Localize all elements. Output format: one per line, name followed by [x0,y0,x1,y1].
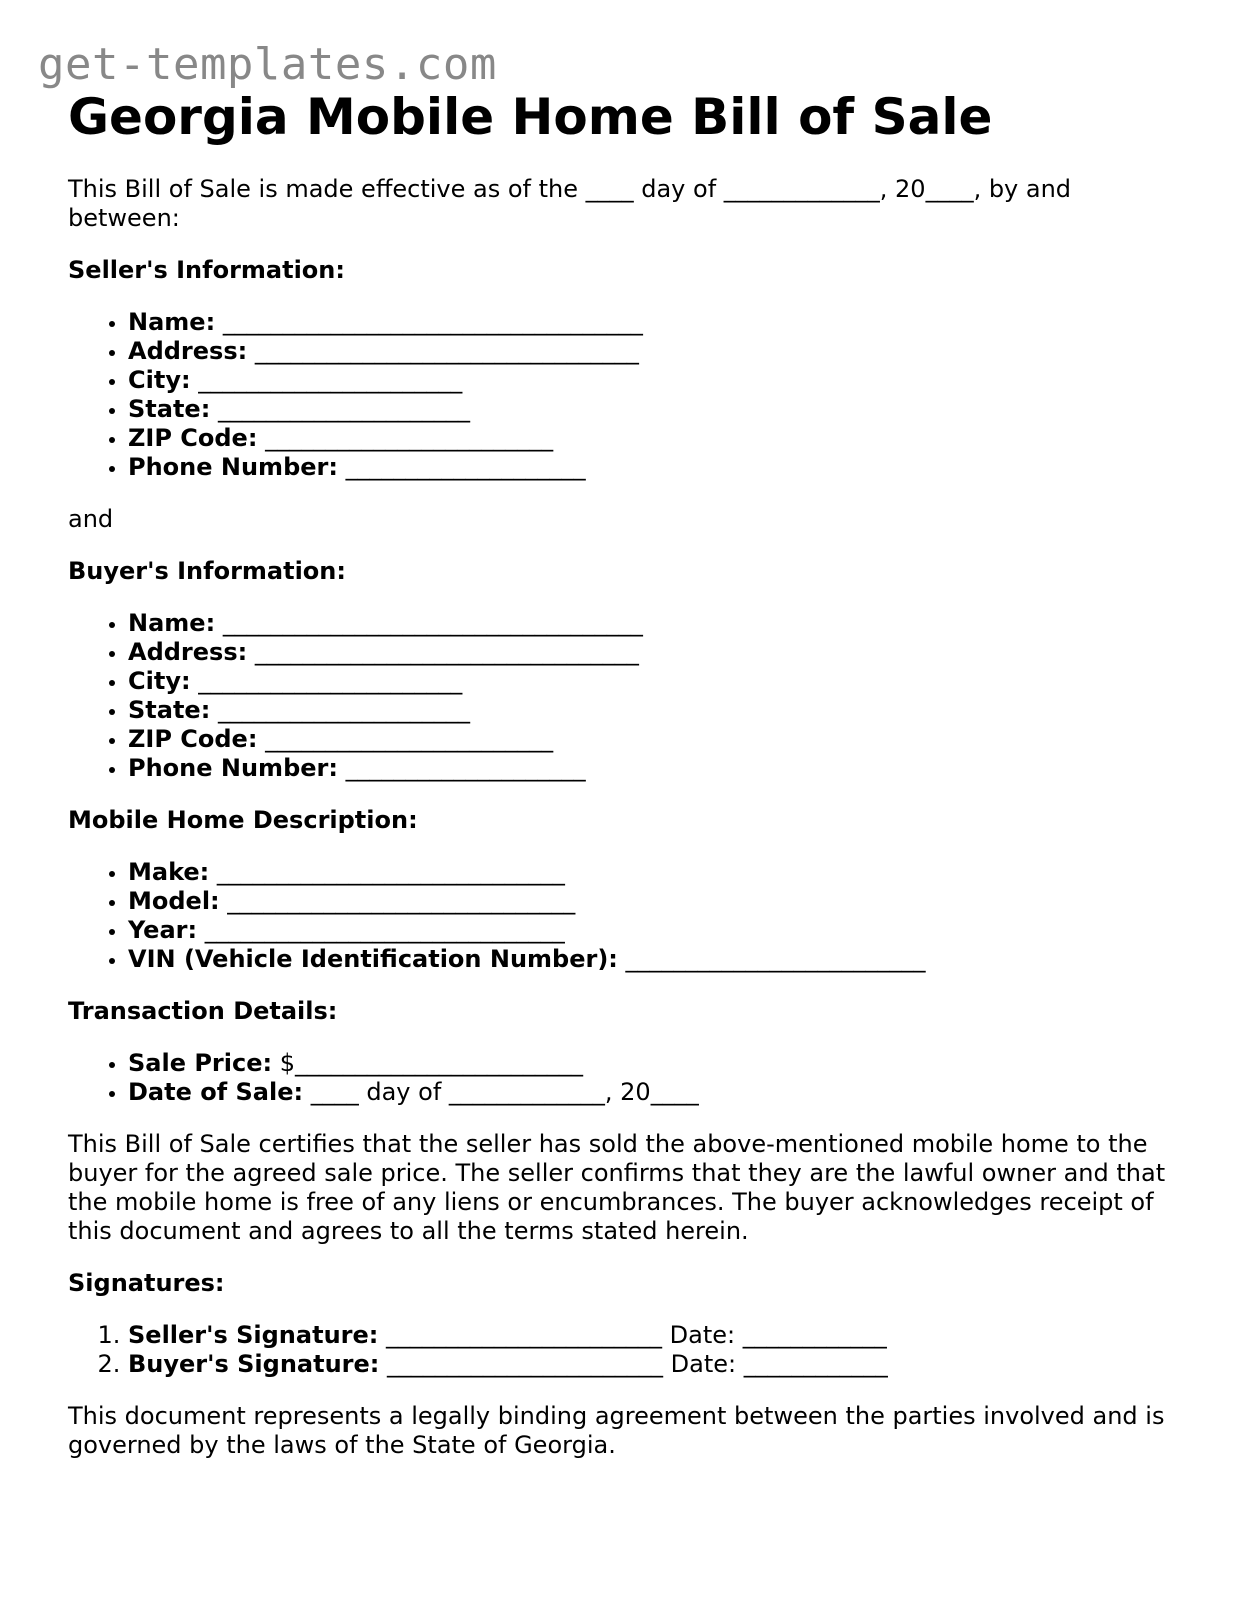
field-label: VIN (Vehicle Identification Number): [128,945,618,973]
seller-city-field [128,366,1188,395]
page-title: Georgia Mobile Home Bill of Sale [68,88,993,146]
field-label: City: [128,667,191,695]
field-blank: $________________________ [279,1049,584,1077]
buyer-city-field [128,667,1188,696]
field-label: Buyer's Signature: [128,1350,380,1378]
make-field [128,858,1188,887]
and-text: and [68,505,114,533]
buyer-heading: Buyer's Information: [68,557,346,585]
watermark-text: get-templates.com [38,39,497,90]
field-label: Date of Sale: [128,1078,304,1106]
field-label: State: [128,395,211,423]
field-label: Address: [128,638,248,666]
field-blank: ____________________ [345,453,586,481]
model-field [128,887,1188,916]
field-blank: ____ day of _____________, 20____ [310,1078,699,1106]
buyer-signature-line [128,1350,1188,1379]
field-blank: _____________________________ [227,887,576,915]
field-label: Seller's Signature: [128,1321,379,1349]
buyer-phone-field [128,754,1188,783]
seller-heading: Seller's Information: [68,256,345,284]
field-label: State: [128,696,211,724]
seller-signature-line [128,1321,1188,1350]
field-blank: _____________________________ [216,858,565,886]
seller-fields-list [68,308,1188,482]
seller-address-field [128,337,1188,366]
field-blank: ____________________ [345,754,586,782]
field-blank: ________________________________ [254,337,639,365]
field-blank: ______________________________ [204,916,565,944]
seller-name-field [128,308,1188,337]
buyer-zip-field [128,725,1188,754]
document-body [68,175,1188,1460]
field-label: Phone Number: [128,453,338,481]
closing-paragraph: This document represents a legally binding agreement between the parties involved and is governed by the laws of the State of Georgia. [68,1402,1165,1459]
seller-zip-field [128,424,1188,453]
field-blank: ___________________________________ [222,308,643,336]
field-blank: ________________________________ [254,638,639,666]
field-blank: _______________________ Date: ____________ [387,1350,888,1378]
field-label: Model: [128,887,220,915]
mobile-home-heading: Mobile Home Description: [68,806,418,834]
certification-paragraph: This Bill of Sale certifies that the seller has sold the above-mentioned mobile home to the buyer for the agreed sale price. The seller confirms that they are the lawful owner and that the mobile home is free of any liens or encumbrances. The buyer acknowledges receipt of this document and agrees to all the terms stated herein. [68,1130,1166,1245]
field-label: ZIP Code: [128,725,258,753]
field-blank: _______________________ Date: ____________ [386,1321,887,1349]
buyer-fields-list [68,609,1188,783]
buyer-state-field [128,696,1188,725]
field-blank: _____________________ [217,696,470,724]
field-blank: ______________________ [198,366,463,394]
field-label: Year: [128,916,198,944]
field-label: City: [128,366,191,394]
vin-field [128,945,1188,974]
sale-price-field [128,1049,1188,1078]
mobile-home-fields-list [68,858,1188,974]
transaction-fields-list [68,1049,1188,1107]
signatures-heading: Signatures: [68,1269,225,1297]
seller-phone-field [128,453,1188,482]
field-label: Name: [128,609,216,637]
year-field [128,916,1188,945]
field-label: ZIP Code: [128,424,258,452]
buyer-name-field [128,609,1188,638]
field-label: Phone Number: [128,754,338,782]
date-of-sale-field [128,1078,1188,1107]
buyer-address-field [128,638,1188,667]
field-blank: ________________________ [265,424,554,452]
field-label: Sale Price: [128,1049,273,1077]
field-blank: _____________________ [217,395,470,423]
field-blank: ________________________ [265,725,554,753]
field-blank: ______________________ [198,667,463,695]
field-blank: _________________________ [625,945,926,973]
intro-paragraph: This Bill of Sale is made effective as of the ____ day of _____________, 20____, by and between: [68,175,1072,232]
signatures-list [68,1321,1188,1379]
field-blank: ___________________________________ [222,609,643,637]
seller-state-field [128,395,1188,424]
field-label: Address: [128,337,248,365]
field-label: Make: [128,858,210,886]
field-label: Name: [128,308,216,336]
transaction-heading: Transaction Details: [68,997,338,1025]
